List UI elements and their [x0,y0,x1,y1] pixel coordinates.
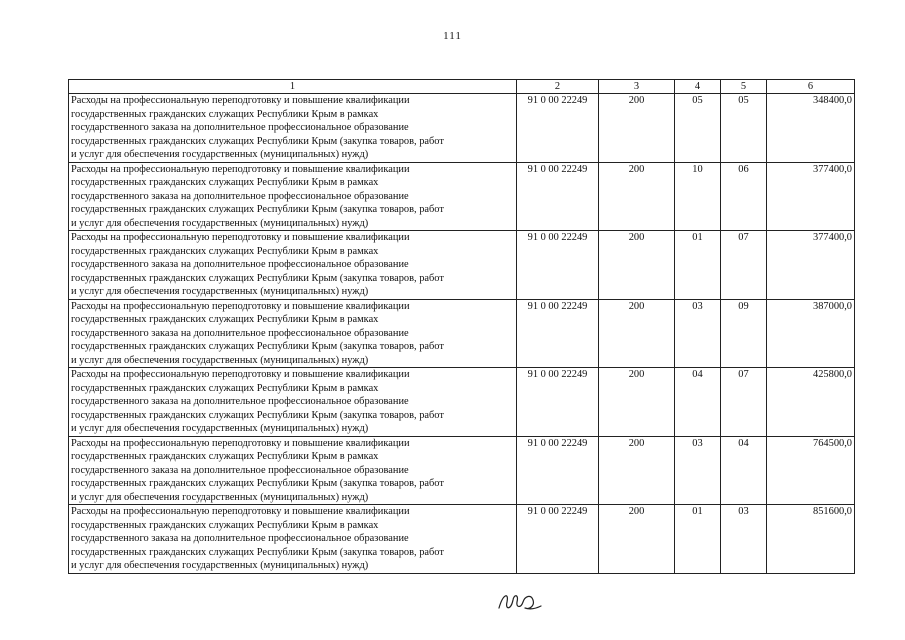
description-line: государственных гражданских служащих Республики Крым в рамках [71,177,379,188]
description-line: и услуг для обеспечения государственных (муниципальных) нужд) [71,149,369,160]
row-description [69,231,517,300]
row-expense-type: 200 [599,505,675,574]
row-expense-type: 200 [599,436,675,505]
row-expense-type: 200 [599,368,675,437]
description-line: и услуг для обеспечения государственных (муниципальных) нужд) [71,217,369,229]
description-line: государственного заказа на дополнительное профессиональное образование [71,396,409,407]
page-number: 111 [443,30,462,42]
row-code: 91 0 00 22249 [517,436,599,505]
description-line: государственного заказа на дополнительное профессиональное образование [71,327,409,339]
table-row [69,368,855,437]
row-subsection: 04 [721,436,767,505]
row-description [69,505,517,574]
row-subsection: 07 [721,231,767,300]
description-line: государственных гражданских служащих Республики Крым (закупка товаров, работ [71,272,444,284]
description-line: государственных гражданских служащих Республики Крым в рамках [71,451,379,462]
description-line: Расходы на профессиональную переподготовку и повышение квалификации [71,506,410,517]
description-line: и услуг для обеспечения государственных (муниципальных) нужд) [71,560,369,571]
description-line: государственных гражданских служащих Республики Крым (закупка товаров, работ [71,204,444,215]
description-line: государственных гражданских служащих Республики Крым (закупка товаров, работ [71,478,444,489]
row-section: 10 [675,162,721,231]
table-row [69,436,855,505]
description-line: государственного заказа на дополнительное профессиональное образование [71,122,409,133]
row-code: 91 0 00 22249 [517,231,599,300]
description-line: государственного заказа на дополнительное профессиональное образование [71,533,409,544]
table-row [69,94,855,163]
row-expense-type: 200 [599,162,675,231]
row-description [69,94,517,163]
description-line: государственного заказа на дополнительное профессиональное образование [71,190,409,202]
description-line: государственных гражданских служащих Республики Крым (закупка товаров, работ [71,341,444,352]
signature-mark [495,588,545,616]
row-subsection: 09 [721,299,767,368]
row-amount: 348400,0 [767,94,855,163]
budget-table [68,79,855,574]
row-amount: 851600,0 [767,505,855,574]
table-row [69,231,855,300]
table-row [69,299,855,368]
row-amount: 764500,0 [767,436,855,505]
row-subsection: 06 [721,162,767,231]
table-row [69,162,855,231]
description-line: Расходы на профессиональную переподготовку и повышение квалификации [71,437,410,449]
description-line: и услуг для обеспечения государственных (муниципальных) нужд) [71,423,369,434]
row-code: 91 0 00 22249 [517,162,599,231]
header-col-1: 1 [69,80,517,94]
row-amount: 377400,0 [767,162,855,231]
table-row [69,505,855,574]
header-col-5: 5 [721,80,767,94]
row-section: 03 [675,436,721,505]
row-code: 91 0 00 22249 [517,299,599,368]
description-line: государственных гражданских служащих Республики Крым в рамках [71,245,379,257]
table-header-row [69,80,855,94]
description-line: государственных гражданских служащих Республики Крым в рамках [71,108,379,120]
description-line: Расходы на профессиональную переподготовку и повышение квалификации [71,232,410,243]
description-line: и услуг для обеспечения государственных (муниципальных) нужд) [71,354,369,366]
header-col-6: 6 [767,80,855,94]
row-subsection: 07 [721,368,767,437]
description-line: государственных гражданских служащих Республики Крым (закупка товаров, работ [71,546,444,558]
description-line: и услуг для обеспечения государственных (муниципальных) нужд) [71,491,369,503]
description-line: государственного заказа на дополнительное профессиональное образование [71,259,409,270]
description-line: Расходы на профессиональную переподготовку и повышение квалификации [71,300,410,312]
row-subsection: 03 [721,505,767,574]
row-section: 01 [675,505,721,574]
description-line: государственных гражданских служащих Республики Крым (закупка товаров, работ [71,135,444,147]
description-line: государственных гражданских служащих Республики Крым в рамках [71,519,379,531]
description-line: государственных гражданских служащих Республики Крым (закупка товаров, работ [71,409,444,421]
description-line: государственного заказа на дополнительное профессиональное образование [71,464,409,476]
description-line: и услуг для обеспечения государственных (муниципальных) нужд) [71,286,369,297]
row-description [69,368,517,437]
row-section: 04 [675,368,721,437]
row-amount: 425800,0 [767,368,855,437]
header-col-3: 3 [599,80,675,94]
header-col-4: 4 [675,80,721,94]
row-expense-type: 200 [599,299,675,368]
description-line: государственных гражданских служащих Республики Крым в рамках [71,314,379,325]
row-section: 01 [675,231,721,300]
row-description [69,436,517,505]
row-section: 05 [675,94,721,163]
header-col-2: 2 [517,80,599,94]
row-subsection: 05 [721,94,767,163]
row-expense-type: 200 [599,94,675,163]
row-code: 91 0 00 22249 [517,368,599,437]
description-line: Расходы на профессиональную переподготовку и повышение квалификации [71,163,410,175]
row-expense-type: 200 [599,231,675,300]
row-code: 91 0 00 22249 [517,94,599,163]
row-description [69,299,517,368]
description-line: Расходы на профессиональную переподготовку и повышение квалификации [71,95,410,106]
row-amount: 387000,0 [767,299,855,368]
description-line: государственных гражданских служащих Республики Крым в рамках [71,382,379,394]
row-amount: 377400,0 [767,231,855,300]
row-description [69,162,517,231]
table-body [69,94,855,574]
row-code: 91 0 00 22249 [517,505,599,574]
description-line: Расходы на профессиональную переподготовку и повышение квалификации [71,369,410,380]
row-section: 03 [675,299,721,368]
